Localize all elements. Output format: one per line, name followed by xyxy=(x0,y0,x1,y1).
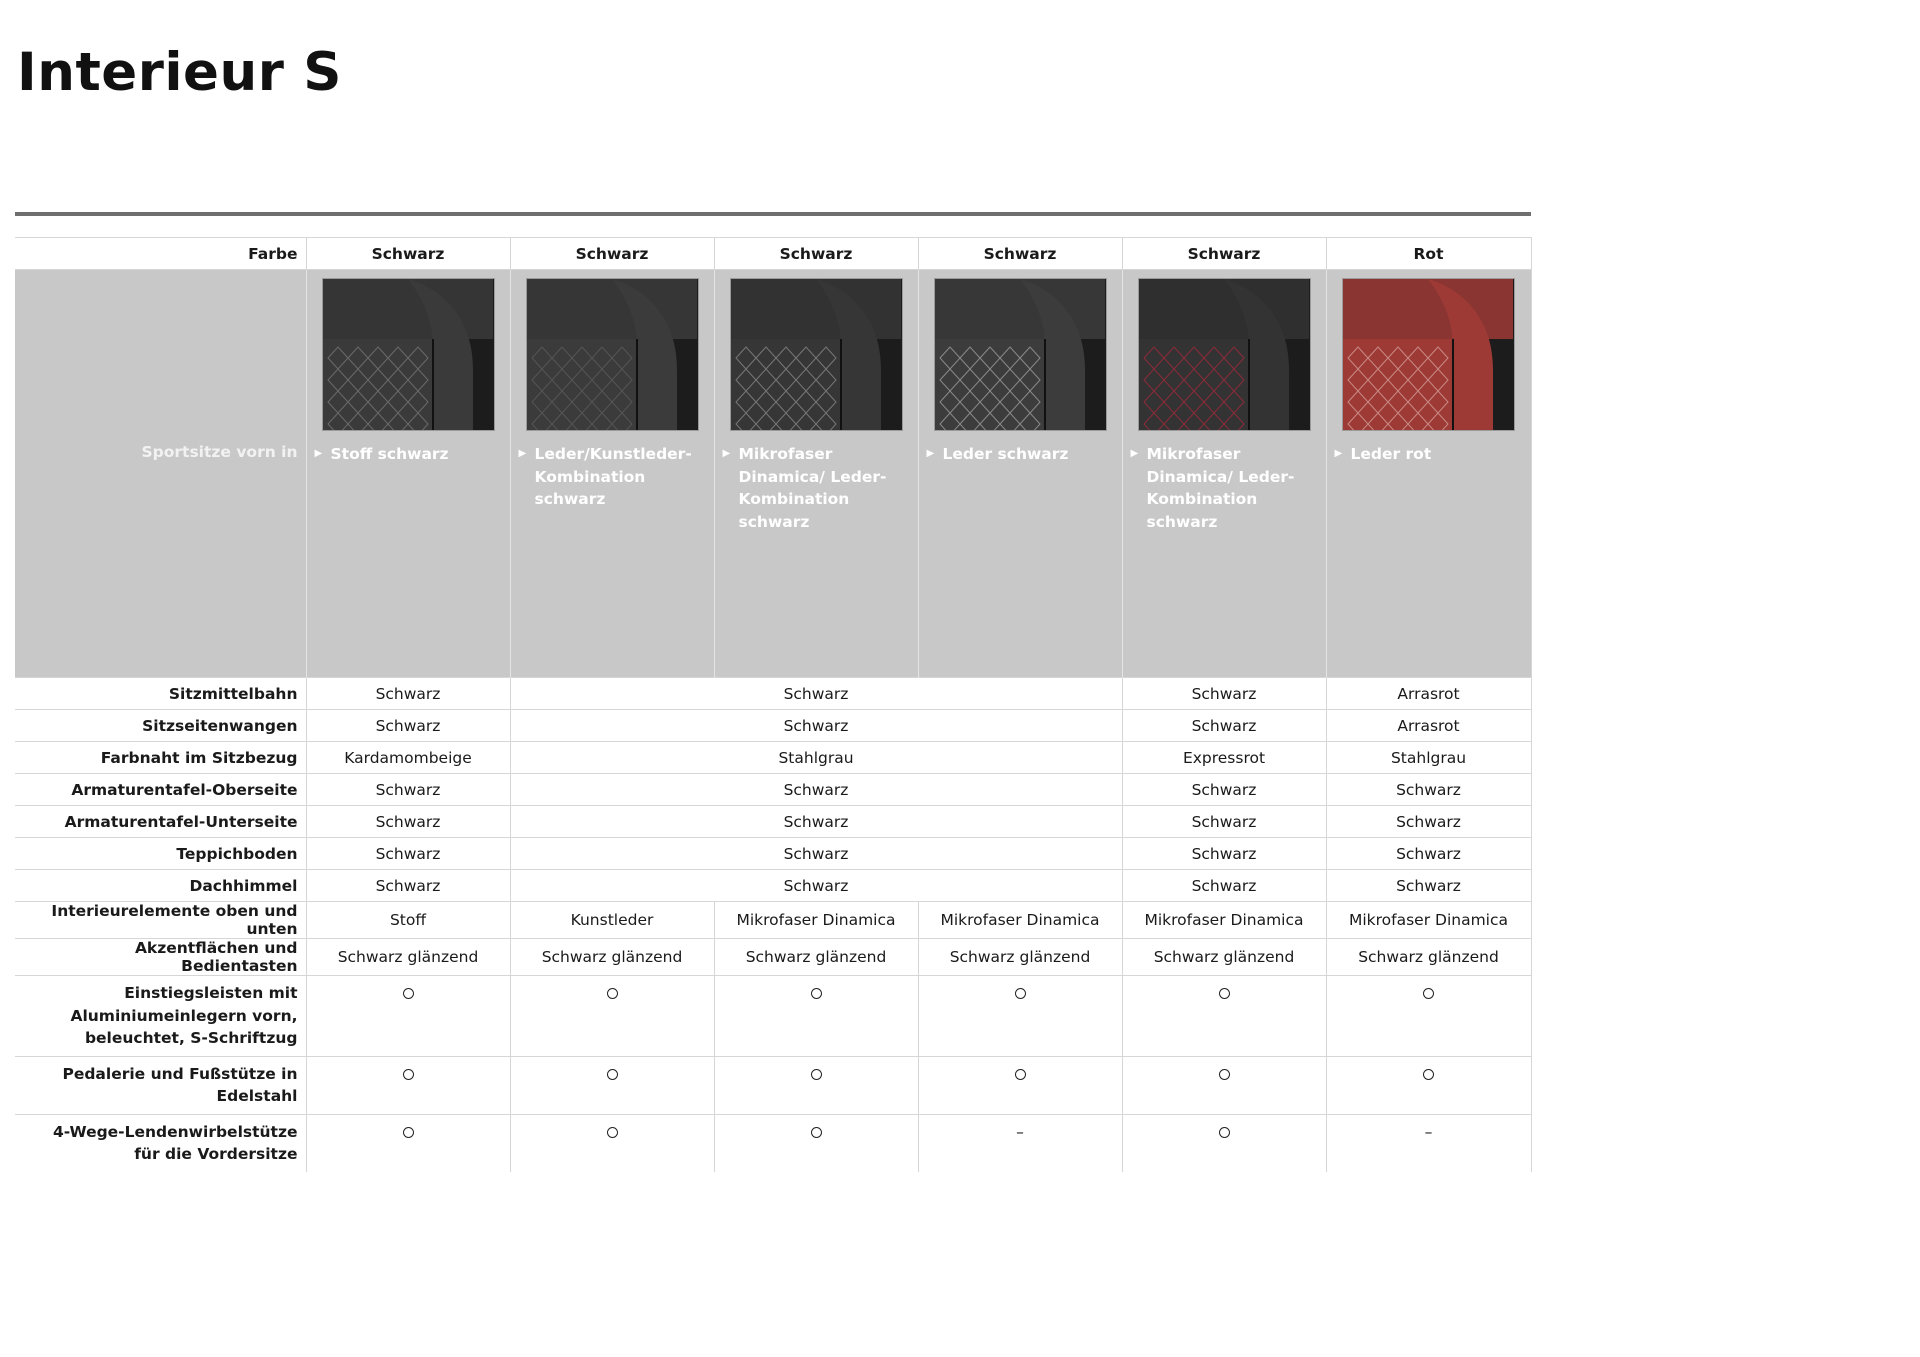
circle-icon xyxy=(1015,1069,1026,1080)
color-header: Rot xyxy=(1326,238,1531,270)
interior-spec-table xyxy=(15,237,1532,1172)
cell-value: Schwarz xyxy=(306,774,510,806)
cell-value: Schwarz xyxy=(306,870,510,902)
cell-value xyxy=(918,1056,1122,1114)
cell-value: Schwarz glänzend xyxy=(918,939,1122,976)
row-label: Armaturentafel-Oberseite xyxy=(15,774,306,806)
cell-value: Schwarz xyxy=(510,838,1122,870)
color-header: Schwarz xyxy=(510,238,714,270)
cell-value: Kardamombeige xyxy=(306,742,510,774)
header-row xyxy=(15,238,1531,270)
cell-value: Schwarz xyxy=(1122,678,1326,710)
dash: – xyxy=(1016,1122,1024,1141)
row-label: Farbe xyxy=(15,238,306,270)
seat-name: ▶ Mikrofaser Dinamica/ Leder-Kombination schwarz xyxy=(722,445,887,531)
cell-value: Schwarz xyxy=(1122,870,1326,902)
table-row xyxy=(15,976,1531,1057)
seat-name: ▶ Leder schwarz xyxy=(927,443,1114,466)
cell-value: Schwarz xyxy=(306,678,510,710)
table-row xyxy=(15,838,1531,870)
cell-value: Stoff xyxy=(306,902,510,939)
seat-name: ▶ Leder/Kunstleder-Kombination schwarz xyxy=(518,445,692,508)
table-row xyxy=(15,1056,1531,1114)
circle-icon xyxy=(607,988,618,999)
divider xyxy=(15,212,1531,216)
seat-name: ▶ Stoff schwarz xyxy=(315,443,502,466)
circle-icon xyxy=(403,1127,414,1138)
cell-value xyxy=(714,976,918,1057)
cell-value: Schwarz glänzend xyxy=(714,939,918,976)
row-label: Teppichboden xyxy=(15,838,306,870)
row-label: Akzentflächen und Bedientasten xyxy=(15,939,306,976)
circle-icon xyxy=(607,1127,618,1138)
cell-value: Schwarz xyxy=(1122,774,1326,806)
cell-value: Schwarz xyxy=(1326,870,1531,902)
circle-icon xyxy=(1219,988,1230,999)
seat-image xyxy=(730,278,903,431)
row-label: Sportsitze vorn in xyxy=(15,270,306,678)
seat-cell xyxy=(1122,270,1326,678)
cell-value: Schwarz xyxy=(306,710,510,742)
seat-image xyxy=(934,278,1107,431)
triangle-right-icon: ▶ xyxy=(722,448,731,459)
row-label: Farbnaht im Sitzbezug xyxy=(15,742,306,774)
seat-row xyxy=(15,270,1531,678)
cell-value: Schwarz xyxy=(1122,838,1326,870)
cell-value xyxy=(306,1114,510,1172)
seat-cell xyxy=(510,270,714,678)
seat-cell xyxy=(714,270,918,678)
seat-image xyxy=(526,278,699,431)
cell-value: Schwarz glänzend xyxy=(1326,939,1531,976)
cell-value: Schwarz glänzend xyxy=(306,939,510,976)
cell-value: Schwarz xyxy=(510,678,1122,710)
circle-icon xyxy=(607,1069,618,1080)
cell-value xyxy=(714,1056,918,1114)
row-label: Interieurelemente oben und unten xyxy=(15,902,306,939)
cell-value: Schwarz xyxy=(510,870,1122,902)
cell-value: Schwarz xyxy=(510,806,1122,838)
triangle-right-icon: ▶ xyxy=(518,448,527,459)
color-header: Schwarz xyxy=(918,238,1122,270)
table-row xyxy=(15,902,1531,939)
row-label: Armaturentafel-Unterseite xyxy=(15,806,306,838)
cell-value: Schwarz xyxy=(1122,806,1326,838)
seat-name: ▶ Leder rot xyxy=(1335,443,1523,466)
triangle-right-icon: ▶ xyxy=(314,448,323,459)
row-label: Dachhimmel xyxy=(15,870,306,902)
dash: – xyxy=(1424,1122,1433,1141)
cell-value: Mikrofaser Dinamica xyxy=(1326,902,1531,939)
cell-value xyxy=(1122,1056,1326,1114)
color-header: Schwarz xyxy=(1122,238,1326,270)
cell-value xyxy=(1122,976,1326,1057)
cell-value: Stahlgrau xyxy=(1326,742,1531,774)
circle-icon xyxy=(1015,988,1026,999)
cell-value: Schwarz xyxy=(1122,710,1326,742)
cell-value xyxy=(1326,976,1531,1057)
cell-value: Arrasrot xyxy=(1326,710,1531,742)
cell-value xyxy=(510,976,714,1057)
cell-value: Schwarz xyxy=(1326,806,1531,838)
cell-value: Kunstleder xyxy=(510,902,714,939)
cell-value xyxy=(306,1056,510,1114)
cell-value: Stahlgrau xyxy=(510,742,1122,774)
cell-value: Schwarz glänzend xyxy=(1122,939,1326,976)
circle-icon xyxy=(811,1069,822,1080)
triangle-right-icon: ▶ xyxy=(1334,448,1343,459)
cell-value: Mikrofaser Dinamica xyxy=(714,902,918,939)
row-label: Sitzmittelbahn xyxy=(15,678,306,710)
table-row xyxy=(15,1114,1531,1172)
cell-value xyxy=(918,976,1122,1057)
triangle-right-icon: ▶ xyxy=(1130,448,1139,459)
table-row xyxy=(15,710,1531,742)
seat-image xyxy=(1342,278,1515,431)
row-label: 4-Wege-Lendenwirbelstütze für die Vordersitze xyxy=(15,1114,306,1172)
table-row xyxy=(15,678,1531,710)
table-row xyxy=(15,806,1531,838)
cell-value xyxy=(1326,1114,1531,1172)
cell-value: Schwarz glänzend xyxy=(510,939,714,976)
cell-value xyxy=(918,1114,1122,1172)
cell-value: Schwarz xyxy=(1326,838,1531,870)
page-title: Interieur S xyxy=(17,42,342,103)
cell-value: Schwarz xyxy=(510,774,1122,806)
cell-value: Schwarz xyxy=(510,710,1122,742)
cell-value: Mikrofaser Dinamica xyxy=(918,902,1122,939)
color-header: Schwarz xyxy=(306,238,510,270)
cell-value xyxy=(1326,1056,1531,1114)
seat-image xyxy=(322,278,495,431)
cell-value: Schwarz xyxy=(306,806,510,838)
cell-value xyxy=(1122,1114,1326,1172)
cell-value: Arrasrot xyxy=(1326,678,1531,710)
circle-icon xyxy=(811,1127,822,1138)
cell-value xyxy=(306,976,510,1057)
row-label: Einstiegsleisten mit Aluminiumeinlegern vorn, beleuchtet, S-Schriftzug xyxy=(15,976,306,1057)
circle-icon xyxy=(403,988,414,999)
cell-value xyxy=(510,1114,714,1172)
cell-value: Mikrofaser Dinamica xyxy=(1122,902,1326,939)
seat-cell xyxy=(306,270,510,678)
triangle-right-icon: ▶ xyxy=(926,448,935,459)
color-header: Schwarz xyxy=(714,238,918,270)
cell-value: Schwarz xyxy=(306,838,510,870)
table-row xyxy=(15,939,1531,976)
cell-value: Schwarz xyxy=(1326,774,1531,806)
table-row xyxy=(15,774,1531,806)
cell-value xyxy=(510,1056,714,1114)
seat-image xyxy=(1138,278,1311,431)
circle-icon xyxy=(1423,1069,1434,1080)
table-row xyxy=(15,742,1531,774)
circle-icon xyxy=(811,988,822,999)
circle-icon xyxy=(1219,1069,1230,1080)
seat-cell xyxy=(1326,270,1531,678)
circle-icon xyxy=(1423,988,1434,999)
table-row xyxy=(15,870,1531,902)
cell-value xyxy=(714,1114,918,1172)
row-label: Sitzseitenwangen xyxy=(15,710,306,742)
circle-icon xyxy=(1219,1127,1230,1138)
cell-value: Expressrot xyxy=(1122,742,1326,774)
row-label: Pedalerie und Fußstütze in Edelstahl xyxy=(15,1056,306,1114)
seat-cell xyxy=(918,270,1122,678)
circle-icon xyxy=(403,1069,414,1080)
seat-name: ▶ Mikrofaser Dinamica/ Leder-Kombination schwarz xyxy=(1130,445,1295,531)
